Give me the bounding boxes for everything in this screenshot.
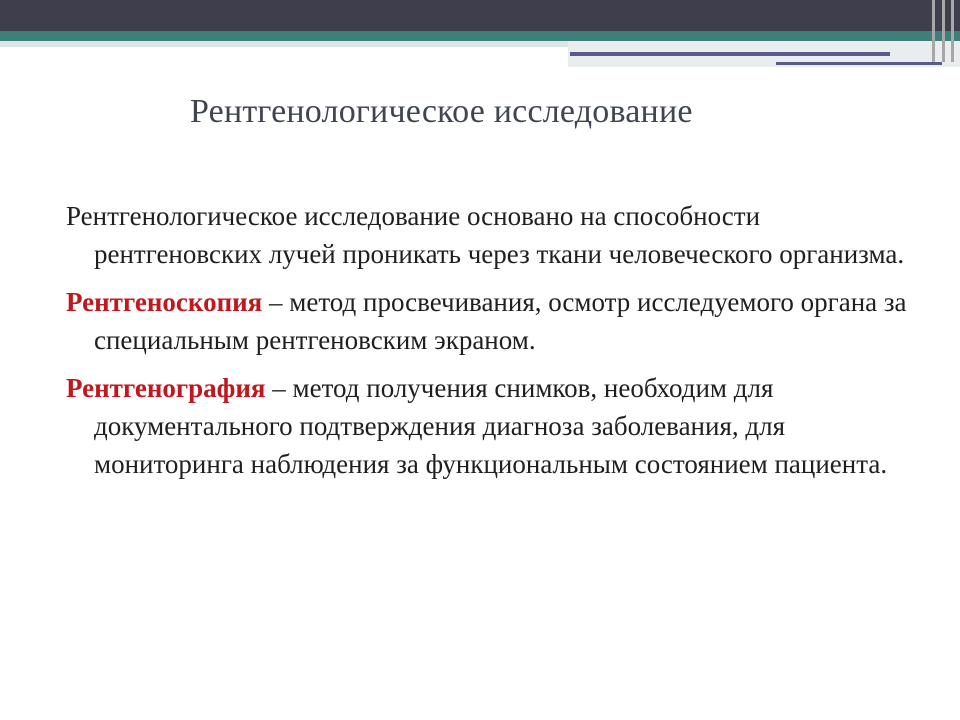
paragraph-text: Рентгенологическое исследование основано на способности рентгеновских лучей проникать через ткани человеческого организма. [66,201,905,269]
paragraph-definition [66,197,916,273]
header-accent-line-short [776,62,942,65]
paragraph-text: – метод получения снимков, необходим для документального подтверждения диагноза заболевания, для мониторинга наблюдения за функциональным состоянием пациента. [94,373,888,479]
header-bar [0,0,960,31]
paragraph-fluoroscopy [66,283,916,359]
paragraph-radiography [66,369,916,483]
decorative-stripe [951,0,954,62]
paragraph-text: – метод просвечивания, осмотр исследуемого органа за специальным рентгеновским экраном. [94,287,907,355]
slide-body [66,197,916,493]
decorative-stripe [932,0,935,62]
decorative-stripe [942,0,945,62]
slide-title: Рентгенологическое исследование [190,93,693,130]
header-teal-strip [0,31,960,41]
term-radiography: Рентгенография [66,373,266,403]
term-fluoroscopy: Рентгеноскопия [66,287,263,317]
header-accent-line-long [570,52,890,56]
